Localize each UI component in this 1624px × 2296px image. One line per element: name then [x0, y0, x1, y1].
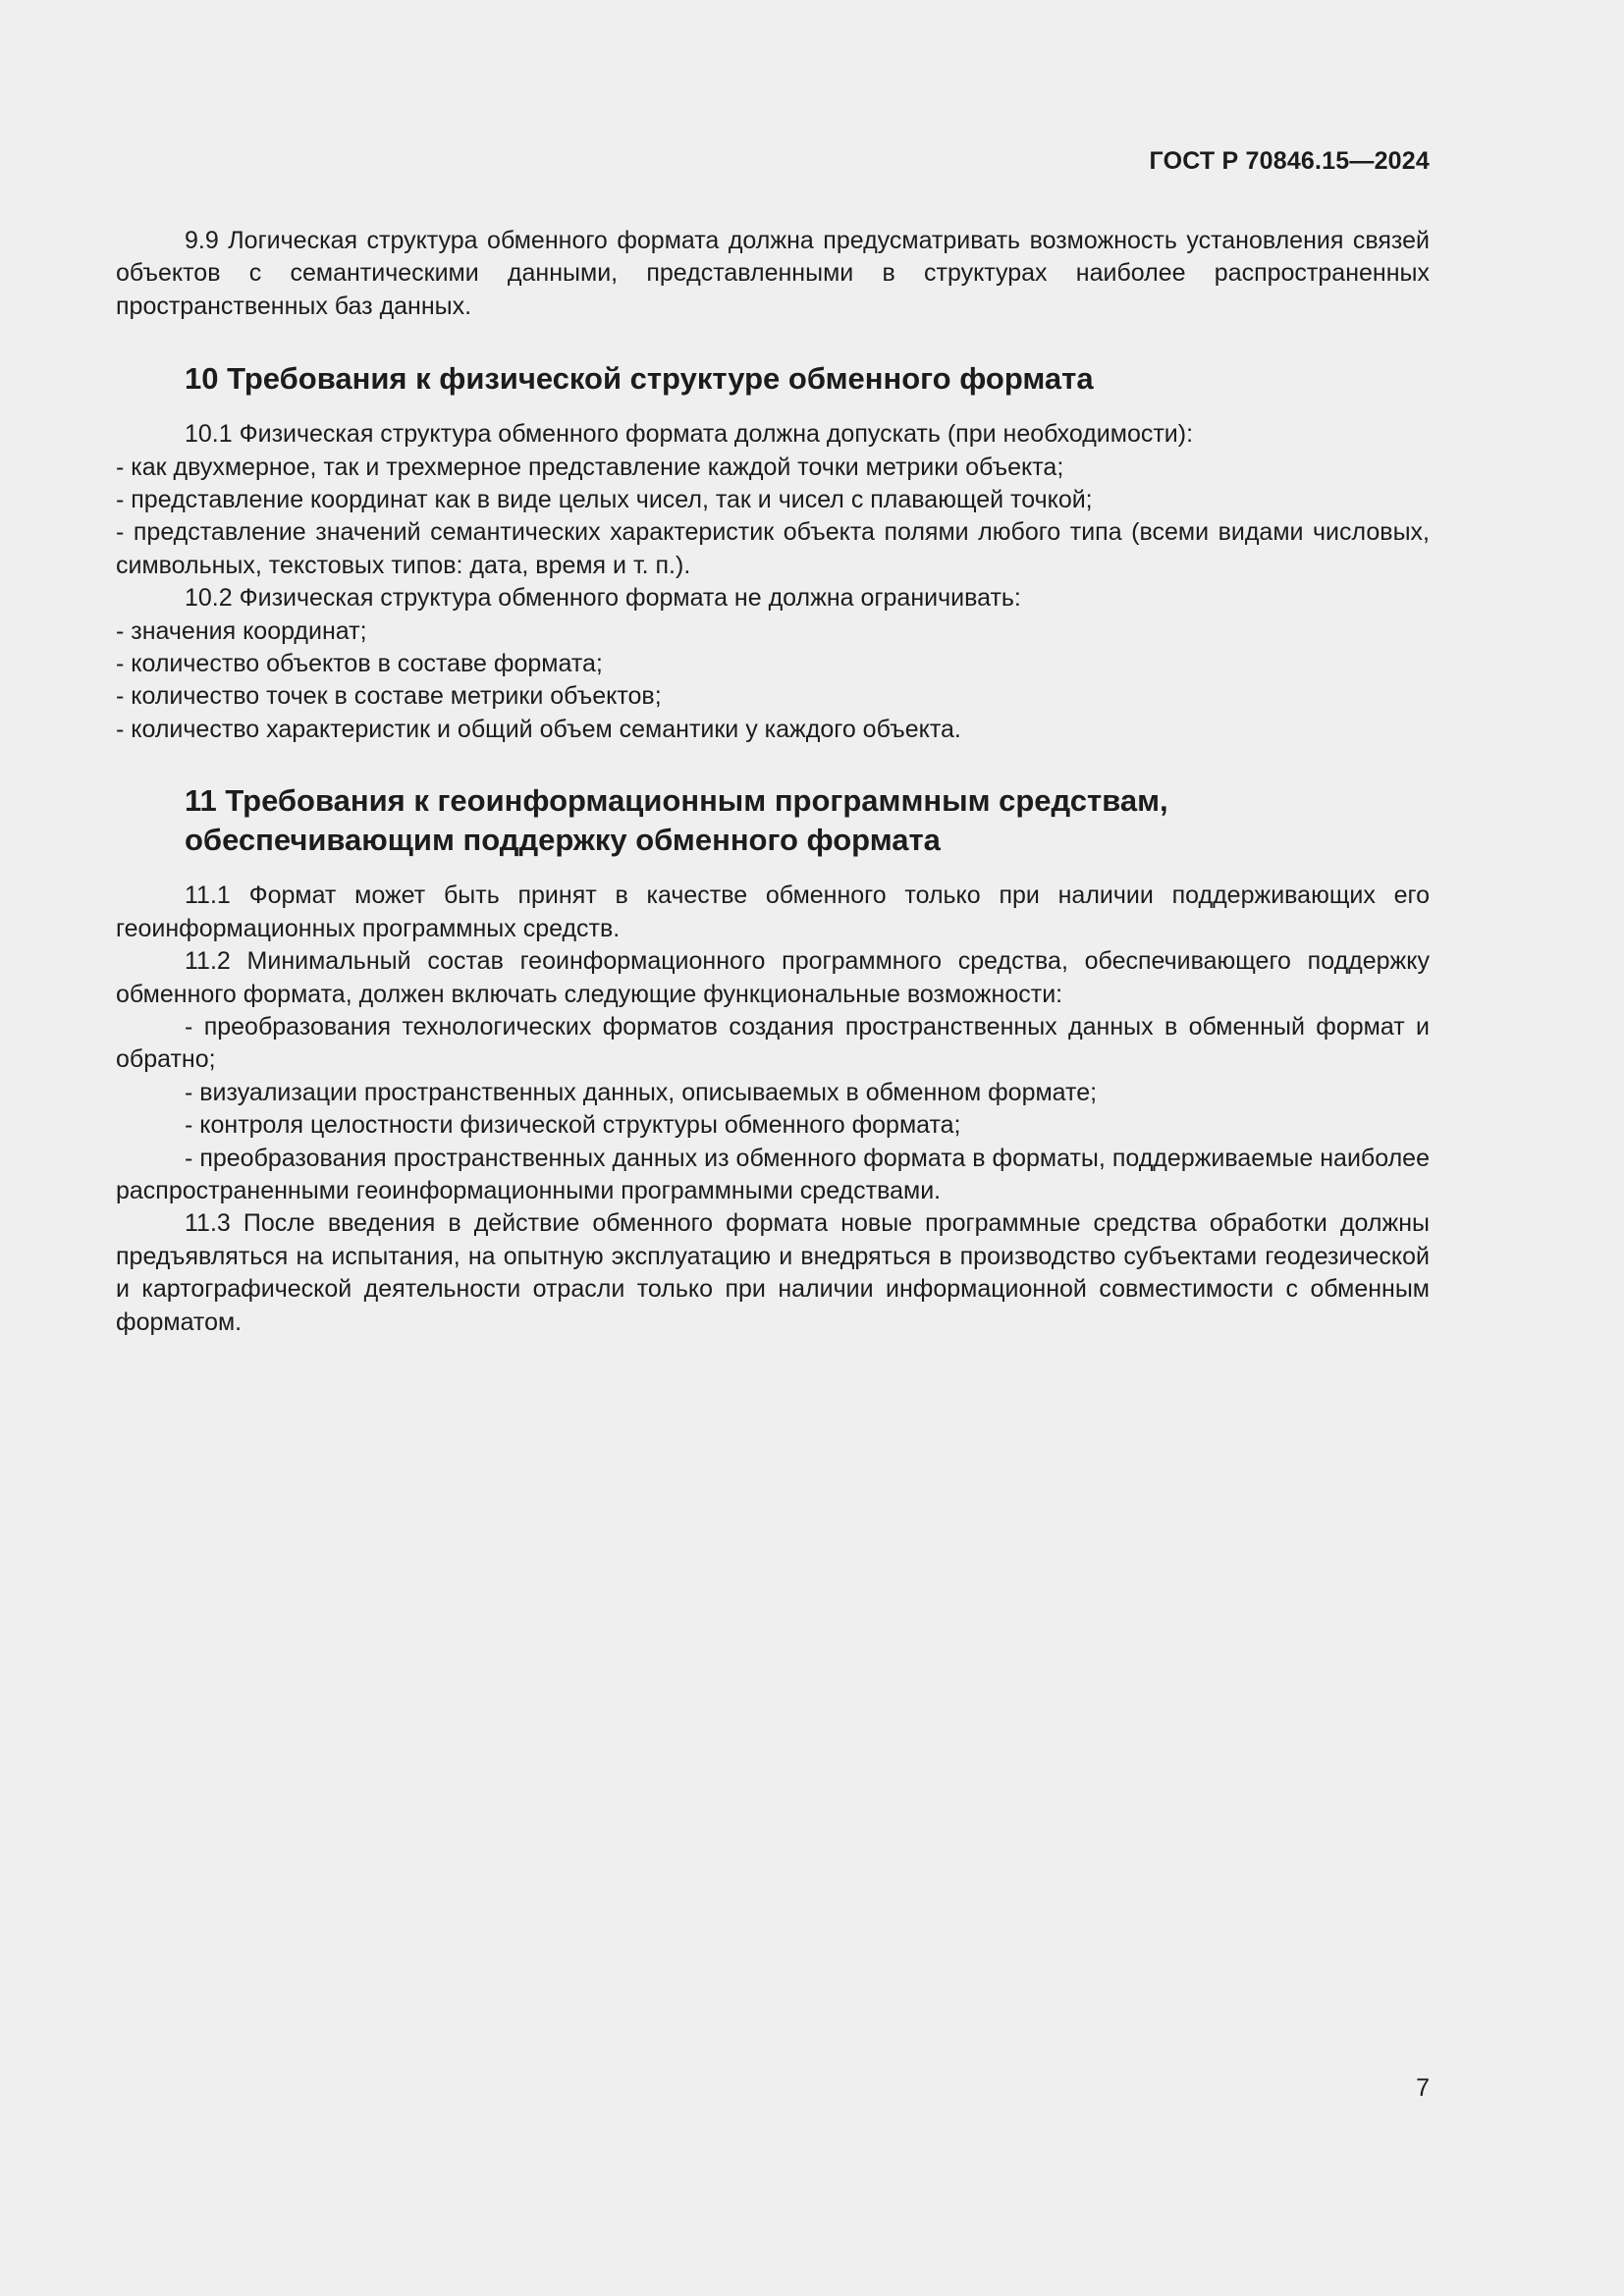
paragraph-11-2: 11.2 Минимальный состав геоинформационного программного средства, обеспечивающего поддержку обменного формата, должен включать следующие функциональные возможности:	[116, 947, 1430, 1008]
section-10-heading: 10 Требования к физической структуре обменного формата	[185, 361, 1094, 397]
document-code-header: ГОСТ Р 70846.15—2024	[1149, 147, 1430, 175]
document-body	[116, 225, 1430, 1339]
list-item: - контроля целостности физической структуры обменного формата;	[185, 1111, 961, 1140]
section-11-heading-line-1: 11 Требования к геоинформационным программным средствам,	[185, 783, 1168, 819]
page-number: 7	[1416, 2074, 1430, 2102]
list-item: - представление значений семантических характеристик объекта полями любого типа (всеми видами числовых, символьных, текстовых типов: дата, время и т. п.).	[116, 518, 1430, 579]
paragraph-10-2: 10.2 Физическая структура обменного формата не должна ограничивать:	[185, 584, 1021, 613]
paragraph-11-3: 11.3 После введения в действие обменного формата новые программные средства обработки должны предъявляться на испытания, на опытную эксплуатацию и внедряться в производство субъектами геодезической и картографической деятельности отрасли только при наличии информационной совместимости с обменным форматом.	[116, 1209, 1430, 1336]
list-item: - визуализации пространственных данных, описываемых в обменном формате;	[185, 1078, 1098, 1106]
list-item: - преобразования технологических форматов создания пространственных данных в обменный формат и обратно;	[116, 1012, 1430, 1074]
list-item: - количество объектов в составе формата;	[116, 650, 603, 678]
paragraph-9-9: 9.9 Логическая структура обменного формата должна предусматривать возможность установления связей объектов с семантическими данными, представленными в структурах наиболее распространенных пространственных баз данных.	[116, 227, 1430, 320]
paragraph-11-1: 11.1 Формат может быть принят в качестве обменного только при наличии поддерживающих его геоинформационных программных средств.	[116, 881, 1430, 942]
paragraph-10-1: 10.1 Физическая структура обменного формата должна допускать (при необходимости):	[185, 420, 1194, 449]
list-item: - значения координат;	[116, 616, 367, 645]
list-item: - преобразования пространственных данных из обменного формата в форматы, поддерживаемые наиболее распространенными геоинформационными программными средствами.	[116, 1144, 1430, 1204]
document-page	[116, 0, 1430, 2296]
list-item: - представление координат как в виде целых чисел, так и чисел с плавающей точкой;	[116, 486, 1093, 514]
list-item: - как двухмерное, так и трехмерное представление каждой точки метрики объекта;	[116, 453, 1064, 481]
list-item: - количество характеристик и общий объем семантики у каждого объекта.	[116, 715, 961, 743]
list-item: - количество точек в составе метрики объектов;	[116, 682, 662, 711]
section-11-heading	[116, 781, 1430, 860]
section-11-heading-line-2: обеспечивающим поддержку обменного формата	[185, 823, 941, 858]
